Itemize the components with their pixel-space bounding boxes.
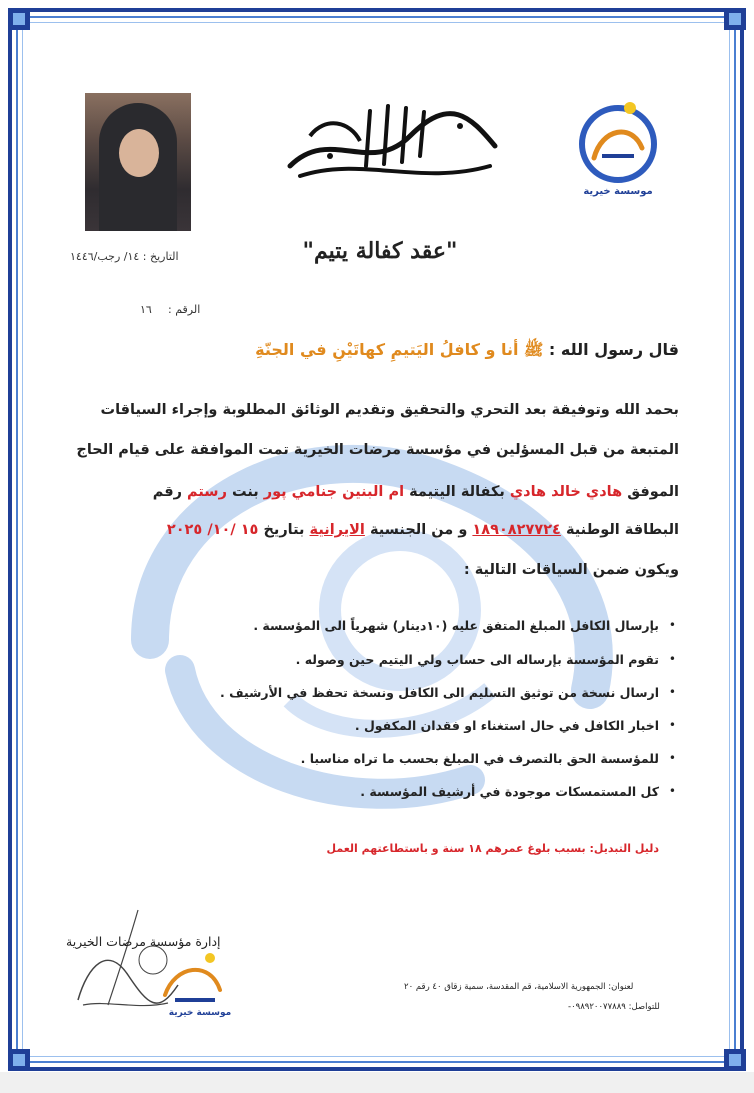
hadith-text: أنا و كافلُ اليَتيمِ كهاتَيْنِ في الجنّةِ bbox=[255, 340, 525, 359]
body-line-2: المتبعة من قبل المسؤلين في مؤسسة مرضات الخيرية تمت الموافقة على قيام الحاج bbox=[76, 442, 679, 458]
bismillah-calligraphy bbox=[270, 96, 510, 188]
bullet-dot: • bbox=[668, 618, 676, 632]
document-title: "عقد كفالة يتيم" bbox=[302, 238, 458, 264]
body-text: بنت bbox=[226, 484, 264, 500]
hadith-line bbox=[255, 340, 679, 363]
body-line-5: ويكون ضمن السياقات التالية : bbox=[463, 562, 679, 578]
hadith-intro: قال رسول الله : bbox=[543, 340, 679, 359]
condition-item: كل المستمسكات موجودة في أرشيف المؤسسة . bbox=[360, 784, 659, 799]
replacement-note: دليل التبديل: بسبب بلوغ عمرهم ١٨ سنة و باستطاعتهم العمل bbox=[326, 842, 659, 855]
body-line-3 bbox=[153, 484, 679, 500]
corner-ornament bbox=[724, 8, 746, 30]
number-value: ١٦ bbox=[140, 303, 152, 316]
date-value bbox=[70, 250, 179, 263]
date-label: التاريخ : bbox=[142, 250, 179, 263]
date-text: ١٤/ رجب/١٤٤٦ bbox=[70, 250, 140, 263]
sponsor-name: هادي خالد هادي bbox=[509, 484, 623, 500]
body-line-4 bbox=[167, 522, 679, 538]
father-name: رستم bbox=[187, 484, 227, 500]
body-text: بكفالة اليتيمة bbox=[404, 484, 510, 500]
condition-item: بإرسال الكافل المبلغ المتفق عليه (١٠دينار) شهرياً الى المؤسسة . bbox=[253, 618, 659, 633]
management-signature-line: إدارة مؤسسة مرضات الخيرية bbox=[66, 934, 221, 949]
condition-item: ارسال نسخة من توثيق التسليم الى الكافل ونسخة تحفظ في الأرشيف . bbox=[220, 685, 659, 700]
corner-ornament bbox=[8, 1049, 30, 1071]
contract-date: ١٥ /١٠/ ٢٠٢٥ bbox=[166, 522, 259, 538]
page-bottom-margin bbox=[0, 1072, 754, 1093]
watermark-logo bbox=[110, 440, 650, 840]
corner-ornament bbox=[8, 8, 30, 30]
body-text: بتاريخ bbox=[258, 522, 310, 538]
corner-ornament bbox=[724, 1049, 746, 1071]
national-id: ١٨٩٠٨٢٧٧٢٤ bbox=[472, 522, 561, 538]
bullet-dot: • bbox=[668, 751, 676, 765]
logo-caption: موسسة خيرية bbox=[583, 186, 653, 197]
body-line-1: بحمد الله وتوفيقة بعد التحري والتحقيق وتقديم الوثائق المطلوبة وإجراء السياقات bbox=[100, 402, 679, 418]
number-label: الرقم : bbox=[168, 303, 201, 316]
salawat-symbol: ﷺ bbox=[524, 340, 544, 359]
condition-item: للمؤسسة الحق بالتصرف في المبلغ بحسب ما تراه مناسبا . bbox=[300, 751, 659, 766]
nationality: الايرانية bbox=[309, 522, 365, 538]
small-logo-caption: موسسة خيرية bbox=[168, 1008, 232, 1018]
orphan-photo bbox=[85, 93, 191, 231]
bullet-dot: • bbox=[668, 652, 676, 666]
condition-item: اخبار الكافل في حال استغناء او فقدان المكفول . bbox=[354, 718, 659, 733]
foundation-logo-small bbox=[155, 950, 235, 1010]
body-text: و من الجنسية bbox=[364, 522, 473, 538]
bullet-dot: • bbox=[668, 718, 676, 732]
bullet-dot: • bbox=[668, 685, 676, 699]
body-text: الموفق bbox=[622, 484, 679, 500]
condition-item: تقوم المؤسسة بإرساله الى حساب ولي اليتيم حين وصوله . bbox=[295, 652, 659, 667]
contact-info: للتواصل: ٠٩٨٩٢٠٠٧٧٨٨٩- bbox=[568, 1002, 660, 1012]
body-text: البطاقة الوطنية bbox=[560, 522, 679, 538]
orphan-name: ام البنين جنامي پور bbox=[263, 484, 405, 500]
bullet-dot: • bbox=[668, 784, 676, 798]
address: لعنوان: الجمهورية الاسلامية، قم المقدسة، سمية زقاق ٤٠ رقم ٢٠ bbox=[404, 982, 634, 992]
body-text: رقم bbox=[152, 484, 188, 500]
